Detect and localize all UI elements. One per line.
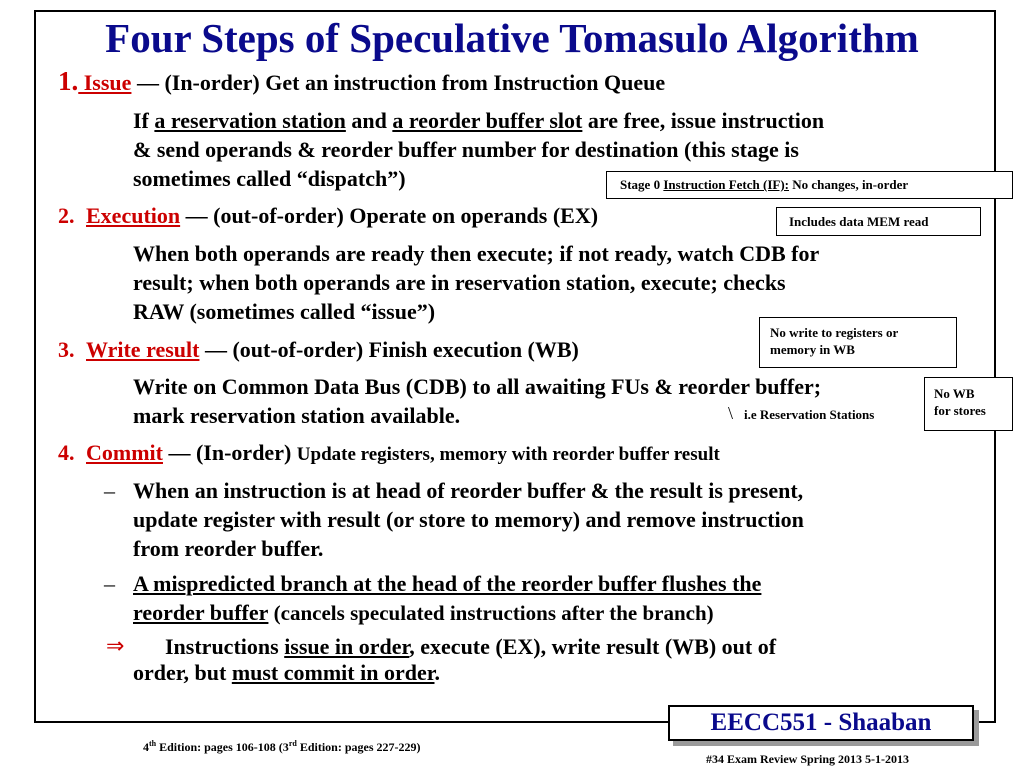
step2-heading xyxy=(58,201,598,231)
step4-bullet1-line3: from reorder buffer. xyxy=(133,536,324,561)
step4-bullet1-line2: update register with result (or store to memory) and remove instruction xyxy=(133,507,804,532)
step2-number: 2. xyxy=(58,203,75,228)
conclusion-text: . xyxy=(434,660,440,685)
step1-detail-text: If xyxy=(133,108,155,133)
step1-detail-reorder-slot: a reorder buffer slot xyxy=(392,108,583,133)
conclusion-line2 xyxy=(133,658,440,688)
step4-bullet2-post: (cancels speculated instructions after the branch) xyxy=(268,601,714,625)
step1-heading xyxy=(58,66,665,98)
step2-detail-2: result; when both operands are in reservation station, execute; checks xyxy=(133,270,786,295)
step1-detail-3: sometimes called “dispatch”) xyxy=(133,166,406,191)
footer-text: Edition: pages 106-108 (3 xyxy=(156,740,289,754)
step3-detail-2: mark reservation station available. xyxy=(133,403,461,428)
footer-sup: th xyxy=(149,739,157,748)
implies-arrow-icon: ⇒ xyxy=(106,634,125,659)
step3-number: 3. xyxy=(58,337,75,362)
slide-number-footer: #34 Exam Review Spring 2013 5-1-2013 xyxy=(706,752,909,766)
step2-detail-3: RAW (sometimes called “issue”) xyxy=(133,299,436,324)
step4-heading xyxy=(58,438,720,470)
no-write-note xyxy=(759,317,957,368)
step4-bullet2-line1: A mispredicted branch at the head of the reorder buffer flushes the xyxy=(133,571,762,596)
no-wb-note-line1: No WB xyxy=(934,386,975,401)
step4-bullet1-line1: When an instruction is at head of reorder buffer & the result is present, xyxy=(133,478,804,503)
no-wb-note-line2: for stores xyxy=(934,403,986,418)
step1-detail-2: & send operands & reorder buffer number for destination (this stage is xyxy=(133,137,799,162)
footer-text: 4 xyxy=(143,740,149,754)
step2-desc: — (out-of-order) Operate on operands (EX) xyxy=(180,203,599,228)
step3-heading xyxy=(58,335,579,365)
mem-read-note: Includes data MEM read xyxy=(776,207,981,236)
conclusion-issue-in-order: issue in order xyxy=(284,634,410,659)
step4-bullet2-line2 xyxy=(133,598,714,628)
no-write-note-line2: memory in WB xyxy=(770,342,855,357)
step1-detail-1 xyxy=(133,106,824,136)
step4-bullet2-reorder-buffer: reorder buffer xyxy=(133,600,269,625)
no-wb-note xyxy=(924,377,1013,431)
course-brand: EECC551 - Shaaban xyxy=(668,705,974,741)
conclusion-must-commit: must commit in order xyxy=(231,660,435,685)
conclusion-text: , execute (EX), write result (WB) out of xyxy=(409,634,777,659)
step4-bullet1-dash: – xyxy=(104,478,115,503)
step4-name: Commit xyxy=(86,440,163,465)
step3-name: Write result xyxy=(86,337,200,362)
res-station-pointer: \ xyxy=(728,403,734,423)
step4-desc-a: — (In-order) xyxy=(162,440,297,465)
stage0-note-text: Stage 0 xyxy=(620,177,664,192)
no-write-note-line1: No write to registers or xyxy=(770,325,899,340)
step1-name: Issue xyxy=(78,70,132,95)
step1-detail-reservation-station: a reservation station xyxy=(154,108,346,133)
stage0-note xyxy=(606,171,1013,199)
step3-desc: — (out-of-order) Finish execution (WB) xyxy=(199,337,579,362)
footer-sup: rd xyxy=(288,739,297,748)
slide-title: Four Steps of Speculative Tomasulo Algorithm xyxy=(105,15,919,61)
edition-footer xyxy=(143,739,421,755)
footer-text: Edition: pages 227-229) xyxy=(296,740,421,754)
step1-detail-text: are free, issue instruction xyxy=(582,108,825,133)
stage0-note-if: Instruction Fetch (IF): xyxy=(663,177,789,192)
step4-desc-b: Update registers, memory with reorder buffer result xyxy=(296,444,720,465)
step2-name: Execution xyxy=(86,203,181,228)
conclusion-text: Instructions xyxy=(165,634,285,659)
step4-bullet2-dash: – xyxy=(104,571,115,596)
conclusion-text: order, but xyxy=(133,660,232,685)
res-station-note: i.e Reservation Stations xyxy=(744,407,875,422)
step4-number: 4. xyxy=(58,440,75,465)
step1-desc: — (In-order) Get an instruction from Instruction Queue xyxy=(136,70,666,95)
step1-detail-text: and xyxy=(345,108,393,133)
step2-detail-1: When both operands are ready then execute; if not ready, watch CDB for xyxy=(133,241,820,266)
step3-detail-1: Write on Common Data Bus (CDB) to all awaiting FUs & reorder buffer; xyxy=(133,374,822,399)
stage0-note-text: No changes, in-order xyxy=(789,177,909,192)
step1-number: 1. xyxy=(58,66,79,96)
